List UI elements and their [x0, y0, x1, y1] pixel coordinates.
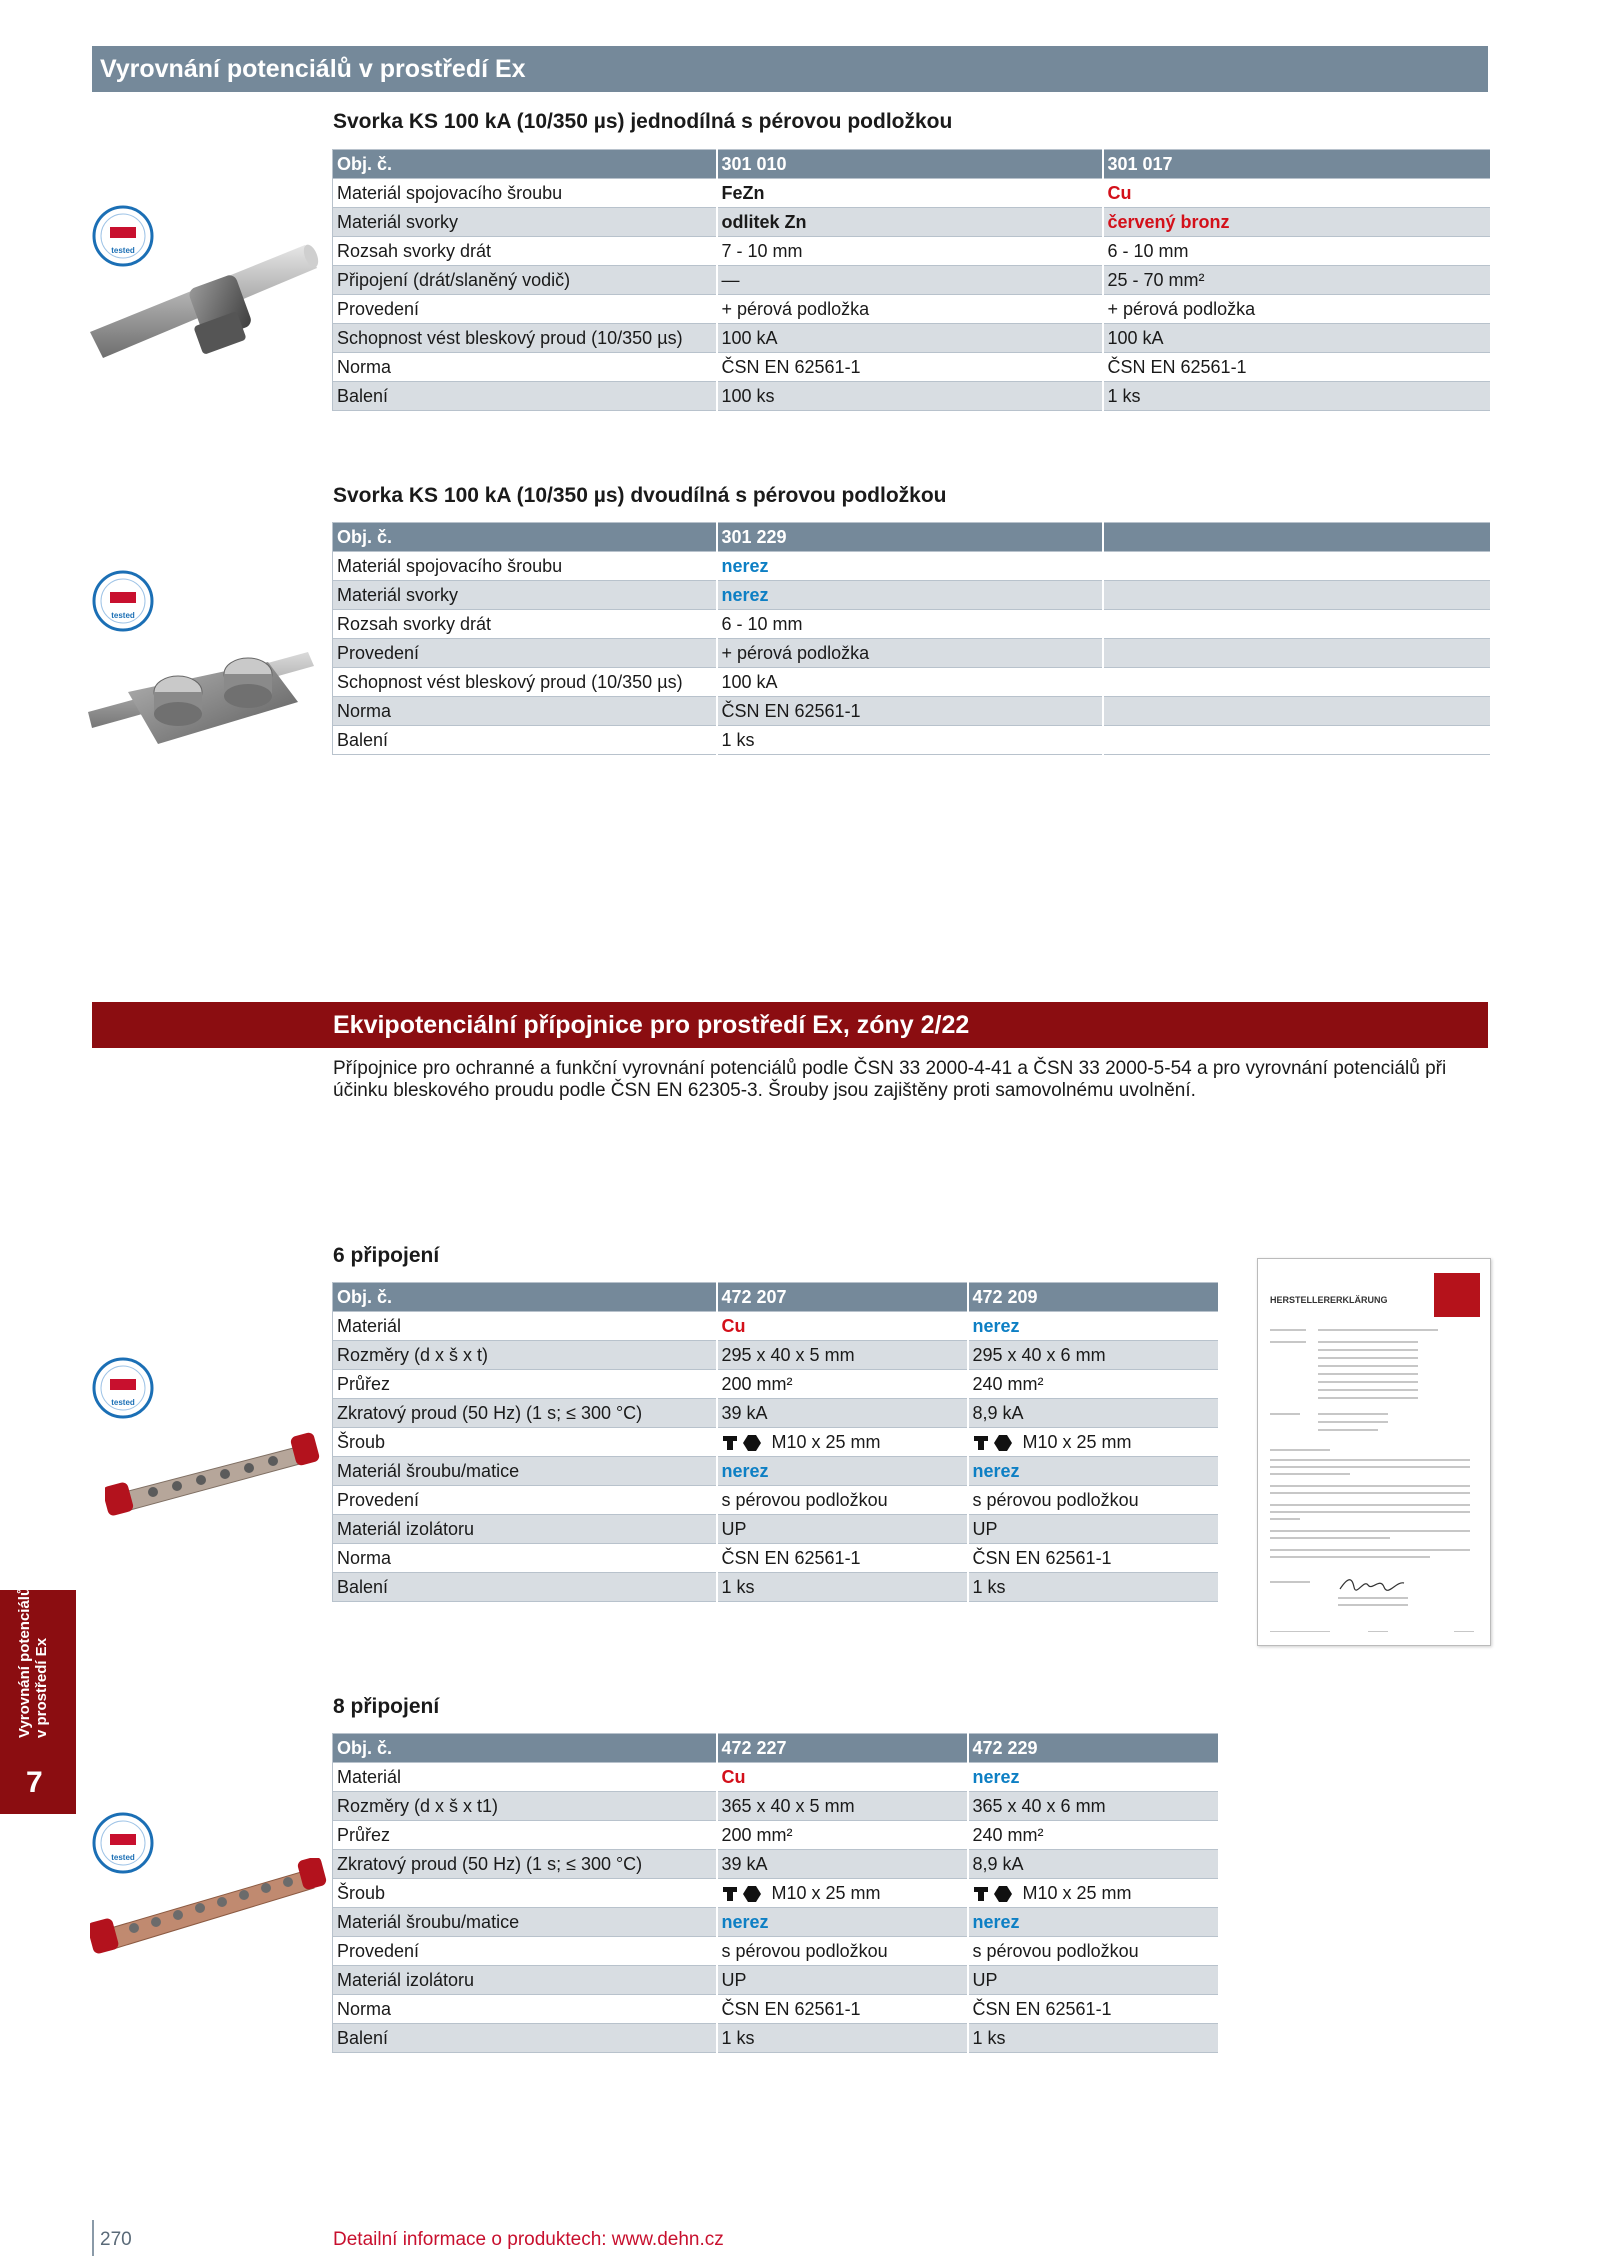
cell: 365 x 40 x 6 mm [968, 1792, 1219, 1821]
cell: Cu [717, 1763, 968, 1792]
cell: Cu [1103, 179, 1491, 208]
cell: ČSN EN 62561-1 [717, 1544, 968, 1573]
side-tab-label [16, 1587, 50, 1738]
cell-text: M10 x 25 mm [1022, 1882, 1132, 1903]
table-row [333, 2024, 1219, 2053]
header-cell: 472 207 [717, 1283, 968, 1312]
row-label: Provedení [333, 639, 717, 668]
row-label: Materiál spojovacího šroubu [333, 552, 717, 581]
table-row [333, 237, 1491, 266]
table-row [333, 324, 1491, 353]
row-label: Materiál šroubu/matice [333, 1457, 717, 1486]
cell: s pérovou podložkou [968, 1486, 1219, 1515]
row-label: Rozměry (d x š x t) [333, 1341, 717, 1370]
row-label: Materiál [333, 1312, 717, 1341]
cell: 100 kA [1103, 324, 1491, 353]
row-label: Norma [333, 697, 717, 726]
header-cell: Obj. č. [333, 1283, 717, 1312]
table-row [333, 1544, 1219, 1573]
row-label: Rozměry (d x š x t1) [333, 1792, 717, 1821]
cell: ČSN EN 62561-1 [968, 1995, 1219, 2024]
table-header-row [333, 1283, 1219, 1312]
header-cell: Obj. č. [333, 1734, 717, 1763]
cell: 295 x 40 x 6 mm [968, 1341, 1219, 1370]
cell-text: M10 x 25 mm [771, 1431, 881, 1452]
table-row [333, 353, 1491, 382]
cell: 8,9 kA [968, 1850, 1219, 1879]
cell: 1 ks [717, 726, 1103, 755]
cell: UP [717, 1966, 968, 1995]
cell: ČSN EN 62561-1 [968, 1544, 1219, 1573]
table-row [333, 1341, 1219, 1370]
chapter-number: 7 [26, 1766, 43, 1799]
table-header-row [333, 1734, 1219, 1763]
table-row [333, 1428, 1219, 1457]
row-label: Rozsah svorky drát [333, 610, 717, 639]
table-row [333, 1792, 1219, 1821]
clamp-double-product-image [88, 632, 318, 767]
table-row [333, 1995, 1219, 2024]
section-title-ks-double: Svorka KS 100 kA (10/350 µs) dvoudílná s pérovou podložkou [333, 484, 947, 507]
cell: Cu [717, 1312, 968, 1341]
row-label: Schopnost vést bleskový proud (10/350 µs) [333, 668, 717, 697]
cell: nerez [717, 1457, 968, 1486]
cell: 39 kA [717, 1399, 968, 1428]
cell: 100 kA [717, 324, 1103, 353]
table-row [333, 1821, 1219, 1850]
cell: 1 ks [717, 2024, 968, 2053]
table-row [333, 382, 1491, 411]
footer-divider [92, 2220, 94, 2256]
cell: + pérová podložka [717, 639, 1103, 668]
table-row [333, 1879, 1219, 1908]
cell: ČSN EN 62561-1 [1103, 353, 1491, 382]
screw-nut-icon [973, 1434, 1015, 1452]
row-label: Norma [333, 1995, 717, 2024]
cell: nerez [968, 1763, 1219, 1792]
row-label: Balení [333, 726, 717, 755]
row-label: Materiál izolátoru [333, 1515, 717, 1544]
cell: nerez [717, 1908, 968, 1937]
equipotential-intro: Přípojnice pro ochranné a funkční vyrovnání potenciálů podle ČSN 33 2000-4-41 a ČSN 33 2000-5-54 a pro vyrovnání potenciálů při účinku bleskového proudu podle ČSN EN 62305-3. Šrouby jsou zajištěny proti samovolnému uvolnění. [333, 1058, 1447, 1101]
svg-text:tested: tested [111, 246, 135, 255]
header-cell: Obj. č. [333, 150, 717, 179]
header-cell: 472 227 [717, 1734, 968, 1763]
table-row [333, 1908, 1219, 1937]
row-label: Provedení [333, 1486, 717, 1515]
cell: 1 ks [968, 1573, 1219, 1602]
header-cell: 472 229 [968, 1734, 1219, 1763]
chapter-side-tab [0, 1586, 76, 1814]
cell-text: M10 x 25 mm [771, 1882, 881, 1903]
table-row [333, 295, 1491, 324]
row-label: Balení [333, 382, 717, 411]
table-header-row [333, 150, 1491, 179]
cell-text: M10 x 25 mm [1022, 1431, 1132, 1452]
page-header-band [92, 46, 1488, 92]
doc-thumbnail-title: HERSTELLERERKLÄRUNG [1270, 1295, 1388, 1305]
row-label: Připojení (drát/slaněný vodič) [333, 266, 717, 295]
page-title: Vyrovnání potenciálů v prostředí Ex [100, 55, 526, 83]
row-label: Schopnost vést bleskový proud (10/350 µs) [333, 324, 717, 353]
tested-badge-icon [92, 570, 154, 632]
row-label: Materiál svorky [333, 208, 717, 237]
cell: 1 ks [717, 1573, 968, 1602]
header-cell [1103, 523, 1491, 552]
cell: 7 - 10 mm [717, 237, 1103, 266]
table-row [333, 1486, 1219, 1515]
table-row [333, 726, 1491, 755]
header-cell: Obj. č. [333, 523, 717, 552]
row-label: Zkratový proud (50 Hz) (1 s; ≤ 300 °C) [333, 1850, 717, 1879]
spec-table-8-connections [332, 1733, 1220, 2053]
row-label: Materiál spojovacího šroubu [333, 179, 717, 208]
cell: nerez [968, 1908, 1219, 1937]
table-row [333, 1399, 1219, 1428]
cell: 200 mm² [717, 1370, 968, 1399]
cell: ČSN EN 62561-1 [717, 697, 1103, 726]
row-label: Provedení [333, 295, 717, 324]
row-label: Balení [333, 1573, 717, 1602]
cell: červený bronz [1103, 208, 1491, 237]
row-label: Materiál svorky [333, 581, 717, 610]
svg-text:tested: tested [111, 611, 135, 620]
cell: nerez [968, 1312, 1219, 1341]
cell: 1 ks [1103, 382, 1491, 411]
cell [968, 1879, 1219, 1908]
cell: UP [717, 1515, 968, 1544]
screw-nut-icon [722, 1434, 764, 1452]
row-label: Balení [333, 2024, 717, 2053]
table-row [333, 1515, 1219, 1544]
tested-badge-icon [92, 1357, 154, 1419]
table-row [333, 1763, 1219, 1792]
cell: nerez [717, 552, 1103, 581]
row-label: Provedení [333, 1937, 717, 1966]
table-row [333, 1370, 1219, 1399]
cell: ČSN EN 62561-1 [717, 353, 1103, 382]
row-label: Rozsah svorky drát [333, 237, 717, 266]
cell: 200 mm² [717, 1821, 968, 1850]
row-label: Šroub [333, 1879, 717, 1908]
dehn-logo [1434, 1273, 1480, 1317]
cell: 6 - 10 mm [717, 610, 1103, 639]
header-cell: 301 229 [717, 523, 1103, 552]
busbar-6-product-image [105, 1428, 327, 1518]
page-number: 270 [100, 2229, 132, 2250]
cell: + pérová podložka [717, 295, 1103, 324]
cell: 6 - 10 mm [1103, 237, 1491, 266]
cell: 100 ks [717, 382, 1103, 411]
row-label: Materiál [333, 1763, 717, 1792]
header-cell: 301 010 [717, 150, 1103, 179]
cell: 8,9 kA [968, 1399, 1219, 1428]
table-row [333, 581, 1491, 610]
spec-table-ks-double [332, 522, 1492, 755]
equipotential-band [92, 1002, 1488, 1048]
clamp-single-product-image [85, 240, 325, 370]
cell: nerez [717, 581, 1103, 610]
cell: 39 kA [717, 1850, 968, 1879]
section-title-8-connections: 8 připojení [333, 1695, 440, 1718]
signature-icon [1338, 1575, 1408, 1593]
table-row [333, 639, 1491, 668]
cell: UP [968, 1515, 1219, 1544]
svg-text:tested: tested [111, 1398, 135, 1407]
equipotential-band-title: Ekvipotenciální přípojnice pro prostředí Ex, zóny 2/22 [333, 1011, 970, 1039]
row-label: Norma [333, 1544, 717, 1573]
cell: 25 - 70 mm² [1103, 266, 1491, 295]
table-row [333, 1937, 1219, 1966]
cell: UP [968, 1966, 1219, 1995]
table-row [333, 179, 1491, 208]
cell: 365 x 40 x 5 mm [717, 1792, 968, 1821]
busbar-8-product-image [90, 1858, 330, 1958]
spec-table-ks-single [332, 149, 1492, 411]
section-title-ks-single: Svorka KS 100 kA (10/350 µs) jednodílná s pérovou podložkou [333, 110, 953, 133]
cell: nerez [968, 1457, 1219, 1486]
cell: 295 x 40 x 5 mm [717, 1341, 968, 1370]
cell: s pérovou podložkou [717, 1486, 968, 1515]
row-label: Zkratový proud (50 Hz) (1 s; ≤ 300 °C) [333, 1399, 717, 1428]
header-cell: 301 017 [1103, 150, 1491, 179]
table-row [333, 610, 1491, 639]
row-label: Průřez [333, 1370, 717, 1399]
screw-nut-icon [973, 1885, 1015, 1903]
header-cell: 472 209 [968, 1283, 1219, 1312]
cell: 100 kA [717, 668, 1103, 697]
table-row [333, 697, 1491, 726]
row-label: Šroub [333, 1428, 717, 1457]
spec-table-6-connections [332, 1282, 1220, 1602]
table-row [333, 1573, 1219, 1602]
cell: 240 mm² [968, 1370, 1219, 1399]
row-label: Průřez [333, 1821, 717, 1850]
cell: 1 ks [968, 2024, 1219, 2053]
table-row [333, 1312, 1219, 1341]
row-label: Norma [333, 353, 717, 382]
table-row [333, 668, 1491, 697]
svg-text:tested: tested [111, 1853, 135, 1862]
cell: 240 mm² [968, 1821, 1219, 1850]
cell: + pérová podložka [1103, 295, 1491, 324]
cell: FeZn [717, 179, 1103, 208]
side-tab-line2: v prostředí Ex [33, 1637, 50, 1738]
table-row [333, 208, 1491, 237]
table-row [333, 1457, 1219, 1486]
table-row [333, 1966, 1219, 1995]
cell: — [717, 266, 1103, 295]
table-row [333, 266, 1491, 295]
manufacturer-declaration-thumbnail [1257, 1258, 1491, 1646]
section-title-6-connections: 6 připojení [333, 1244, 440, 1267]
side-tab-line1: Vyrovnání potenciálů [16, 1586, 33, 1738]
cell [717, 1428, 968, 1457]
cell [717, 1879, 968, 1908]
cell [968, 1428, 1219, 1457]
table-row [333, 1850, 1219, 1879]
footer-link[interactable]: Detailní informace o produktech: www.dehn.cz [333, 2229, 724, 2250]
row-label: Materiál izolátoru [333, 1966, 717, 1995]
cell: odlitek Zn [717, 208, 1103, 237]
row-label: Materiál šroubu/matice [333, 1908, 717, 1937]
table-row [333, 552, 1491, 581]
cell: ČSN EN 62561-1 [717, 1995, 968, 2024]
cell: s pérovou podložkou [717, 1937, 968, 1966]
screw-nut-icon [722, 1885, 764, 1903]
cell: s pérovou podložkou [968, 1937, 1219, 1966]
table-header-row [333, 523, 1491, 552]
